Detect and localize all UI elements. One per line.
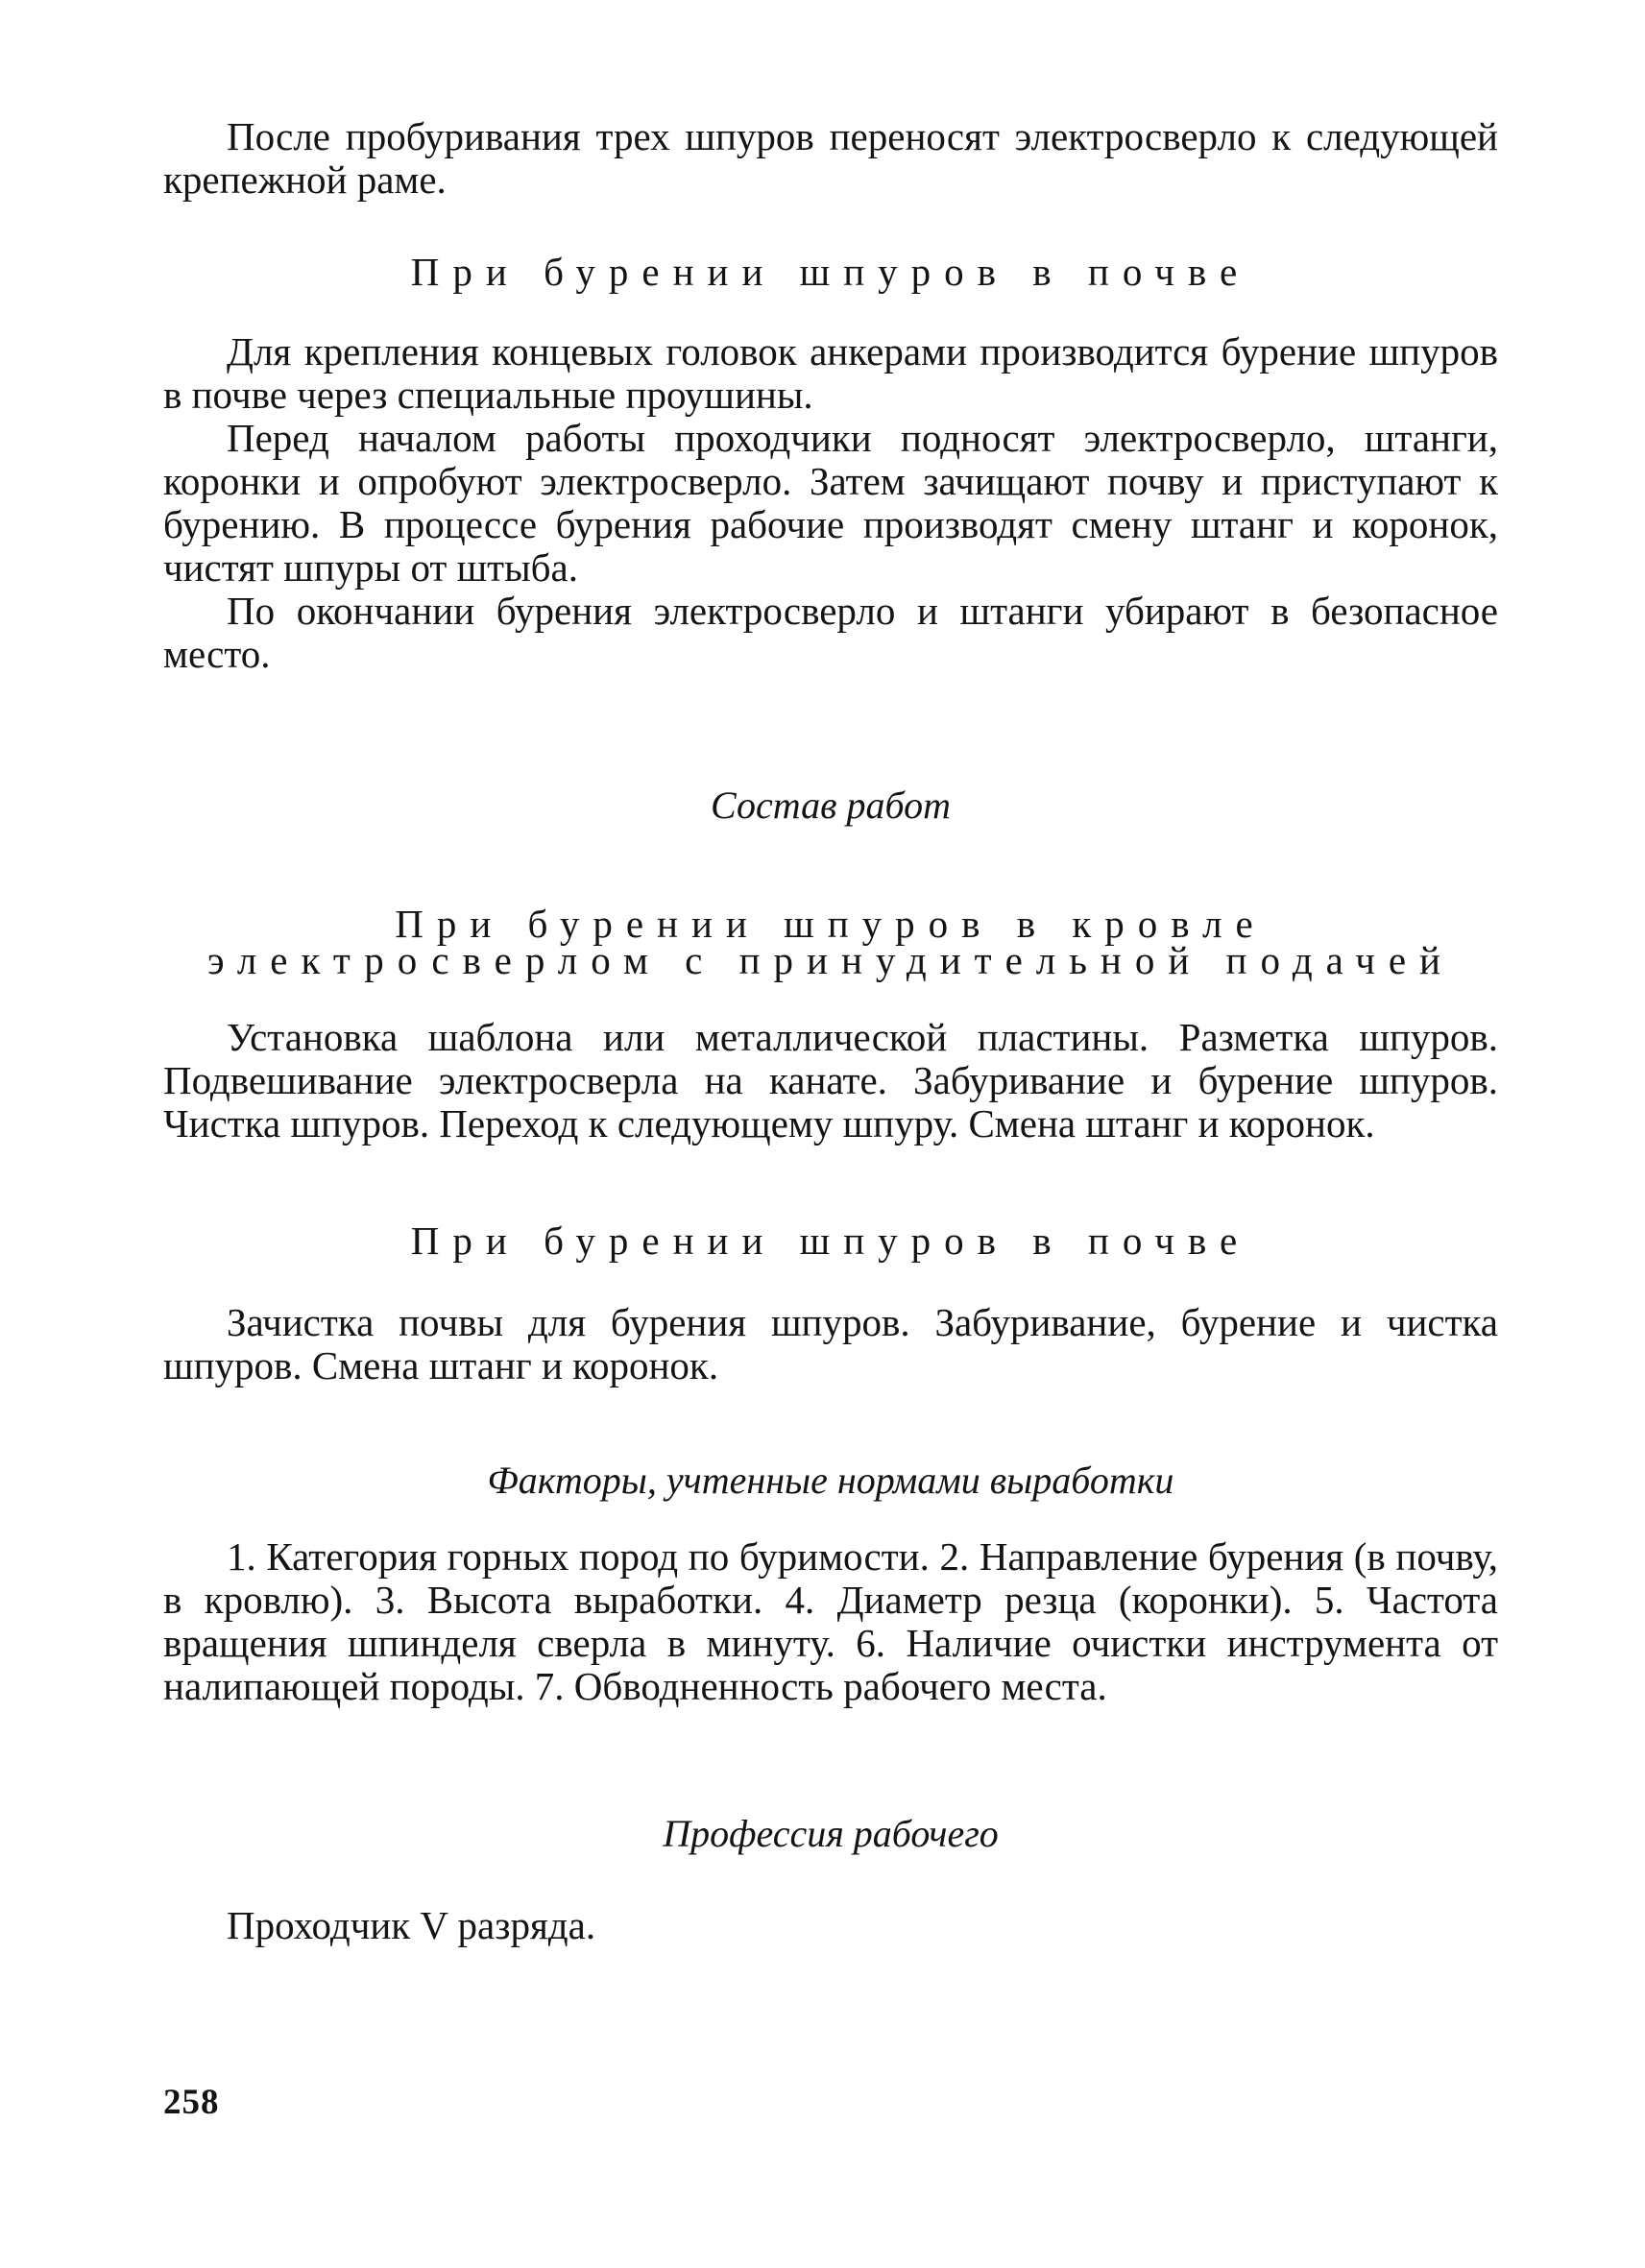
page-number: 258 <box>163 2083 220 2122</box>
paragraph-roof-work-composition: Установка шаблона или металлической пластины. Разметка шпуров. Подвешивание электросверла на канате. Забуривание и бурение шпуров. Чистка шпуров. Переход к следующему шпуру. Смена штанг и коронок. <box>163 1015 1498 1146</box>
heading-roof-drilling-line1: При бурении шпуров в кровле <box>395 902 1267 946</box>
paragraph-transfer-drill: После пробуривания трех шпуров переносят электросверло к следующей крепежной раме. <box>163 114 1498 202</box>
heading-factors: Факторы, учтенные нормами выработки <box>487 1459 1174 1502</box>
paragraph-before-work: Перед началом работы проходчики подносят электросверло, штанги, коронки и опробуют электросверло. Затем зачищают почву и приступают к бурению. В процессе бурения рабочие производят смену штанг и коронок, чистят шпуры от штыба. <box>163 416 1498 590</box>
paragraph-soil-work-composition: Зачистка почвы для бурения шпуров. Забуривание, бурение и чистка шпуров. Смена штанг и коронок. <box>163 1300 1498 1387</box>
paragraph-profession: Проходчик V разряда. <box>227 1903 596 1947</box>
paragraph-anchor-fixing: Для крепления концевых головок анкерами производится бурение шпуров в почве через специальные проушины. <box>163 329 1498 417</box>
paragraph-factors-list: 1. Категория горных пород по буримости. 2. Направление бурения (в почву, в кровлю). 3. Высота выработки. 4. Диаметр резца (коронки). 5. Частота вращения шпинделя сверла в минуту. 6. Наличие очистки инструмента от налипающей породы. 7. Обводненность рабочего места. <box>163 1534 1498 1708</box>
heading-work-composition: Состав работ <box>711 784 951 827</box>
heading-profession: Профессия рабочего <box>663 1812 999 1855</box>
page-body <box>163 115 1498 1947</box>
heading-roof-drilling-line2: электросверлом с принудительной подачей <box>206 938 1454 982</box>
heading-drilling-in-soil-2: При бурении шпуров в почве <box>410 1218 1251 1263</box>
paragraph-after-drilling: По окончании бурения электросверло и штанги убирают в безопасное место. <box>163 589 1498 676</box>
heading-drilling-in-soil: При бурении шпуров в почве <box>410 250 1251 294</box>
